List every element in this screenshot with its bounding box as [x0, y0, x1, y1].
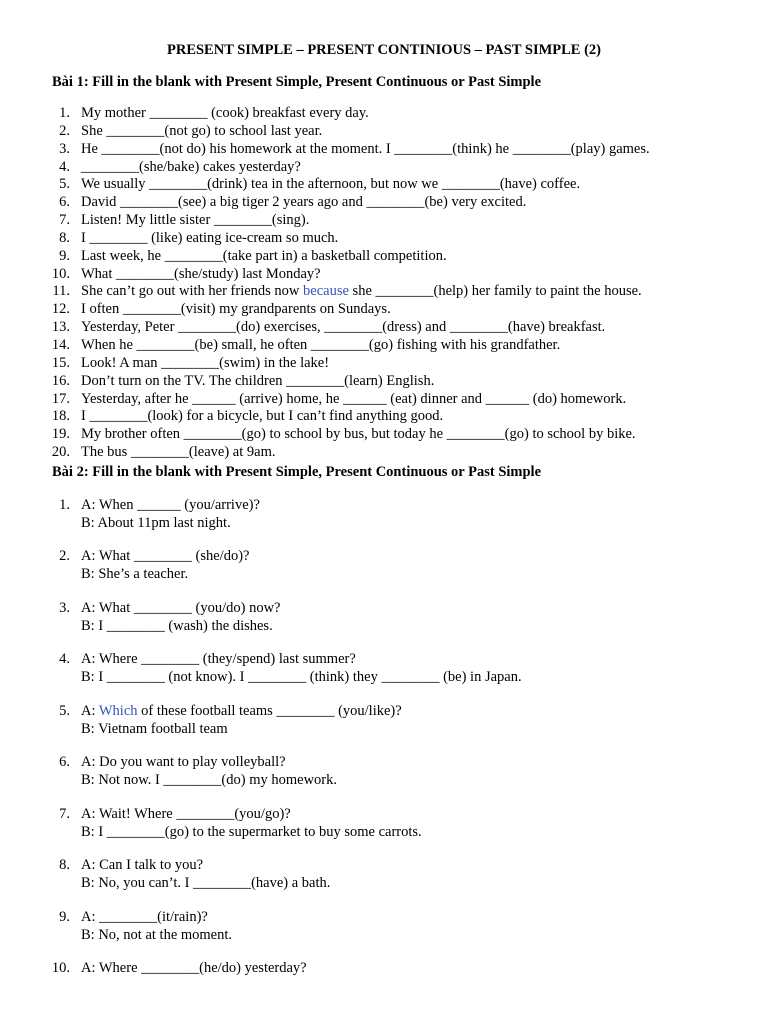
- item-text: Yesterday, Peter ________(do) exercises, ________(dress) and ________(have) breakfast.: [81, 319, 606, 336]
- line-a: A: Wait! Where ________(you/go)?: [81, 805, 291, 822]
- item-number: 3.: [59, 599, 70, 616]
- item-text: When he ________(be) small, he often ________(go) fishing with his grandfather.: [81, 336, 561, 353]
- exercise-2-heading: Bài 2: Fill in the blank with Present Simple, Present Continuous or Past Simple: [52, 463, 542, 480]
- item-number: 1.: [59, 105, 70, 121]
- exercise-1-item: [0, 319, 768, 337]
- exercise-1-item: [0, 248, 768, 266]
- dialogue-item: [0, 650, 768, 686]
- exercise-1-item: [0, 105, 768, 123]
- dialogue-item: [0, 547, 768, 583]
- item-number: 3.: [59, 140, 70, 157]
- line-b: B: About 11pm last night.: [81, 514, 231, 531]
- line-b: B: Not now. I ________(do) my homework.: [81, 772, 338, 789]
- dialogue-item: [0, 908, 768, 944]
- exercise-1-item: [0, 194, 768, 212]
- dialogue-item: [0, 702, 768, 738]
- line-b: B: I ________ (wash) the dishes.: [81, 617, 273, 634]
- item-number: 2.: [59, 548, 70, 565]
- line-a: A: Where ________ (they/spend) last summer?: [81, 651, 356, 668]
- document-title: PRESENT SIMPLE – PRESENT CONTINIOUS – PAST SIMPLE (2): [166, 42, 602, 58]
- item-number: 6.: [59, 754, 70, 771]
- exercise-1-item: [0, 141, 768, 159]
- exercise-1-item: [0, 426, 768, 444]
- item-text: We usually ________(drink) tea in the afternoon, but now we ________(have) coffee.: [81, 176, 581, 193]
- exercise-1-item: [0, 212, 768, 230]
- item-number: 4.: [59, 158, 70, 175]
- item-text: My mother ________ (cook) breakfast every day.: [81, 105, 369, 121]
- item-number: 13.: [51, 319, 70, 336]
- exercise-1-item: [0, 301, 768, 319]
- exercise-1-item: [0, 230, 768, 248]
- item-number: 11.: [52, 283, 70, 300]
- exercise-1-item: [0, 355, 768, 373]
- item-number: 8.: [59, 857, 70, 874]
- item-number: 18.: [51, 408, 70, 425]
- item-text: The bus ________(leave) at 9am.: [81, 444, 276, 461]
- line-b: B: She’s a teacher.: [81, 566, 189, 583]
- line-a: A: Can I talk to you?: [81, 857, 204, 874]
- item-text: David ________(see) a big tiger 2 years ago and ________(be) very excited.: [81, 194, 527, 211]
- exercise-1-item: [0, 391, 768, 409]
- line-a: A: When ______ (you/arrive)?: [81, 496, 260, 513]
- dialogue-item: [0, 496, 768, 532]
- item-text: She can’t go out with her friends now: [81, 283, 304, 300]
- item-text: Look! A man ________(swim) in the lake!: [81, 354, 330, 371]
- dialogue-item: [0, 599, 768, 635]
- item-number: 7.: [59, 805, 70, 822]
- exercise-1-item: [0, 159, 768, 177]
- exercise-1-item: [0, 176, 768, 194]
- dialogue-item: [0, 959, 768, 977]
- line-a: A: Do you want to play volleyball?: [81, 754, 286, 771]
- item-number: 15.: [51, 354, 70, 371]
- exercise-1-list: [0, 105, 768, 462]
- item-text: My brother often ________(go) to school by bus, but today he ________(go) to school by bike.: [81, 426, 636, 443]
- exercise-1-item: [0, 373, 768, 391]
- line-b: B: I ________(go) to the supermarket to buy some carrots.: [81, 823, 422, 840]
- line-b: B: I ________ (not know). I ________ (think) they ________ (be) in Japan.: [81, 669, 522, 686]
- line-b: B: No, not at the moment.: [81, 926, 233, 943]
- item-number: 10.: [51, 265, 70, 282]
- exercise-1-item: [0, 408, 768, 426]
- dialogue-item: [0, 856, 768, 892]
- exercise-1-item: [0, 337, 768, 355]
- item-number: 5.: [59, 176, 70, 193]
- item-text: I ________ (like) eating ice-cream so much.: [81, 229, 339, 246]
- item-number: 2.: [59, 122, 70, 139]
- line-a-text: of these football teams ________ (you/like)?: [137, 702, 402, 719]
- item-number: 9.: [59, 247, 70, 264]
- item-text: He ________(not do) his homework at the moment. I ________(think) he ________(play) games.: [81, 140, 650, 157]
- dialogue-item: [0, 805, 768, 841]
- line-a: [81, 702, 768, 720]
- item-text: Don’t turn on the TV. The children ________(learn) English.: [81, 372, 435, 389]
- item-number: 10.: [51, 960, 70, 977]
- dialogue-item: [0, 753, 768, 789]
- item-text: Last week, he ________(take part in) a basketball competition.: [81, 247, 447, 264]
- exercise-1-item: [0, 123, 768, 141]
- item-number: 16.: [51, 372, 70, 389]
- line-a: A: Where ________(he/do) yesterday?: [81, 960, 307, 977]
- item-number: 20.: [51, 444, 70, 461]
- item-number: 8.: [59, 229, 70, 246]
- item-number: 4.: [59, 651, 70, 668]
- item-number: 14.: [51, 336, 70, 353]
- line-a: A: What ________ (she/do)?: [81, 548, 250, 565]
- item-number: 19.: [51, 426, 70, 443]
- item-text: she ________(help) her family to paint the house.: [348, 283, 642, 300]
- item-text: I ________(look) for a bicycle, but I can’t find anything good.: [81, 408, 444, 425]
- exercise-1-item: [0, 444, 768, 462]
- highlighted-word: because: [303, 283, 349, 300]
- highlighted-word: Which: [98, 702, 138, 719]
- line-b: B: No, you can’t. I ________(have) a bath.: [81, 875, 331, 892]
- item-number: 12.: [51, 301, 70, 318]
- item-text: ________(she/bake) cakes yesterday?: [81, 158, 301, 175]
- exercise-1-heading: Bài 1: Fill in the blank with Present Simple, Present Continuous or Past Simple: [52, 74, 542, 90]
- item-number: 9.: [59, 908, 70, 925]
- item-number: 6.: [59, 194, 70, 211]
- exercise-1-item: [0, 283, 768, 301]
- item-text: I often ________(visit) my grandparents on Sundays.: [81, 301, 391, 318]
- line-a-text: A:: [81, 702, 99, 719]
- exercise-2-list: [0, 496, 768, 978]
- line-a: A: What ________ (you/do) now?: [81, 599, 281, 616]
- item-text: She ________(not go) to school last year.: [81, 122, 323, 139]
- line-b: B: Vietnam football team: [81, 720, 228, 737]
- line-a: A: ________(it/rain)?: [81, 908, 208, 925]
- item-number: 1.: [59, 496, 70, 513]
- exercise-1-item: [0, 266, 768, 284]
- item-text: What ________(she/study) last Monday?: [81, 265, 321, 282]
- item-text: Yesterday, after he ______ (arrive) home, he ______ (eat) dinner and ______ (do) homework.: [81, 390, 627, 407]
- item-number: 17.: [51, 390, 70, 407]
- item-number: 5.: [59, 702, 70, 719]
- item-number: 7.: [59, 212, 70, 229]
- item-text: Listen! My little sister ________(sing).: [81, 212, 310, 229]
